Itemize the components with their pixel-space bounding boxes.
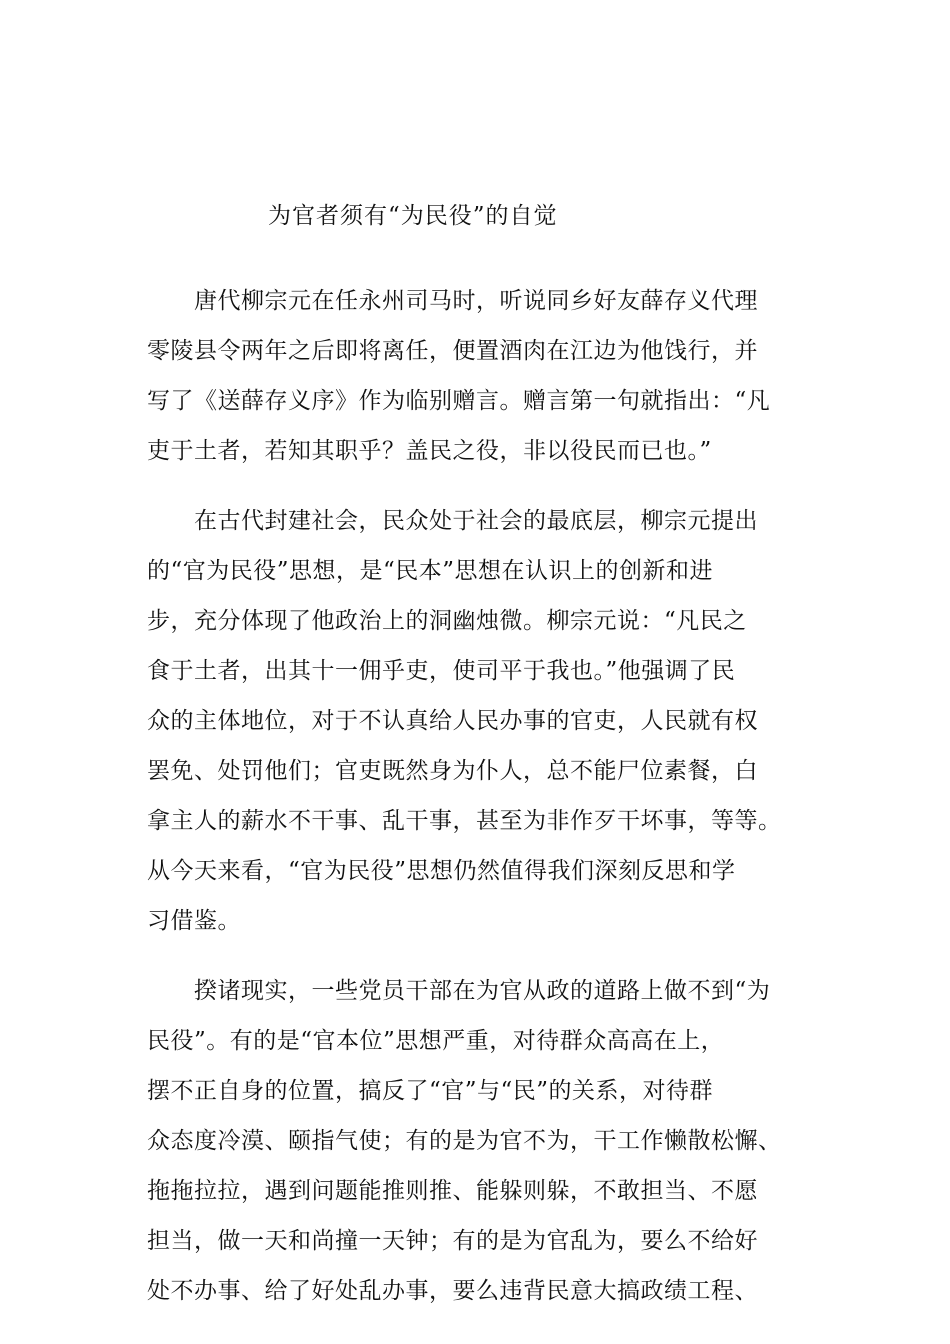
paragraph-line: 的“官为民役”思想，是“民本”思想在认识上的创新和进: [147, 558, 714, 584]
paragraph-line: 写了《送薛存义序》作为临别赠言。赠言第一句就指出：“凡: [147, 388, 771, 414]
paragraph-line: 习借鉴。: [147, 908, 241, 934]
paragraph-line: 众态度冷漠、颐指气使；有的是为官不为，干工作懒散松懈、: [147, 1128, 782, 1154]
paragraph-line: 零陵县令两年之后即将离任，便置酒肉在江边为他饯行，并: [147, 338, 758, 364]
paragraph-line: 众的主体地位，对于不认真给人民办事的官吏，人民就有权: [147, 708, 758, 734]
paragraph-line: 食于土者，出其十一佣乎吏，使司平于我也。”他强调了民: [147, 658, 736, 684]
paragraph-line: 担当，做一天和尚撞一天钟；有的是为官乱为，要么不给好: [147, 1228, 758, 1254]
paragraph-line: 拖拖拉拉，遇到问题能推则推、能躲则躲，不敢担当、不愿: [147, 1178, 758, 1204]
document-title: 为官者须有“为民役”的自觉: [268, 203, 558, 229]
paragraph-line: 步，充分体现了他政治上的洞幽烛微。柳宗元说：“凡民之: [147, 608, 747, 634]
paragraph-2: [147, 496, 847, 946]
paragraph-line: 罢免、处罚他们；官吏既然身为仆人，总不能尸位素餐，白: [147, 758, 758, 784]
paragraph-3: [147, 966, 847, 1316]
paragraph-line: 在古代封建社会，民众处于社会的最底层，柳宗元提出: [147, 508, 758, 534]
paragraph-line: 揆诸现实，一些党员干部在为官从政的道路上做不到“为: [147, 978, 771, 1004]
paragraph-line: 拿主人的薪水不干事、乱干事，甚至为非作歹干坏事，等等。: [147, 808, 782, 834]
paragraph-line: 从今天来看，“官为民役”思想仍然值得我们深刻反思和学: [147, 858, 736, 884]
paragraph-line: 民役”。有的是“官本位”思想严重，对待群众高高在上，: [147, 1028, 725, 1054]
paragraph-1: [147, 276, 847, 476]
paragraph-line: 唐代柳宗元在任永州司马时，听说同乡好友薛存义代理: [147, 288, 758, 314]
paragraph-line: 处不办事、给了好处乱办事，要么违背民意大搞政绩工程、: [147, 1278, 758, 1304]
paragraph-line: 吏于土者，若知其职乎？盖民之役，非以役民而已也。”: [147, 438, 712, 464]
paragraph-line: 摆不正自身的位置，搞反了“官”与“民”的关系，对待群: [147, 1078, 714, 1104]
